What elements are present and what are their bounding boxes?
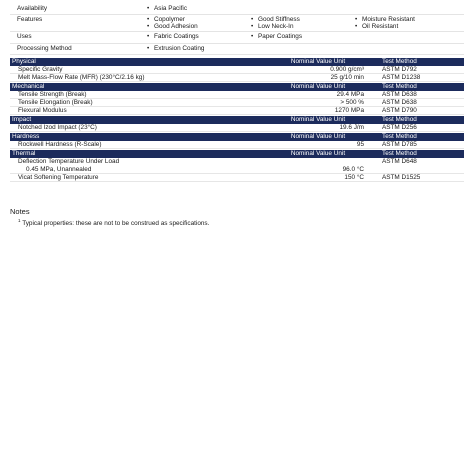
column-header-value: Nominal Value Unit [290,115,346,123]
property-name: Tensile Strength (Break) [18,90,87,98]
properties-table [10,57,464,182]
property-value: 19.6 J/m [339,124,364,131]
info-column [251,33,355,40]
property-value: 29.4 MPa [336,90,364,98]
column-header-method: Test Method [382,57,417,65]
property-name: Tensile Elongation (Break) [18,98,93,106]
note-item [10,218,209,227]
note-marker: 1 [18,218,21,223]
section-header-hardness [10,133,464,141]
info-row [10,32,464,43]
bullet-item: • Copolymer [147,16,251,23]
bullet-item: • Fabric Coatings [147,33,251,40]
test-method: ASTM D790 [382,107,417,115]
property-name: 0.45 MPa, Unannealed [26,165,92,173]
column-header-value: Nominal Value Unit [290,82,346,90]
info-label: Features [17,16,43,24]
bullet-item: • Good Stiffness [251,16,355,23]
property-row [10,99,464,107]
info-column [147,45,251,52]
test-method: ASTM D638 [382,98,417,106]
property-value: 25 g/10 min [330,73,364,81]
notes-list [10,218,209,227]
property-value: 1270 MPa [334,107,364,115]
section-header-mechanical [10,83,464,91]
info-row [10,15,464,32]
property-value: > 500 % [340,98,364,106]
info-label: Processing Method [17,44,72,52]
info-values [147,33,464,40]
property-value: 96.0 °C [342,165,364,173]
property-row [10,74,464,82]
property-row [10,91,464,99]
section-header-physical [10,58,464,66]
property-value: 150 °C [344,174,364,182]
info-values [147,16,464,30]
section-header-impact [10,116,464,124]
test-method: ASTM D648 [382,157,417,165]
test-method: ASTM D785 [382,140,417,148]
section-header-thermal [10,150,464,158]
bullet-item: • Good Adhesion [147,23,251,30]
property-name: Notched Izod Impact (23°C) [18,124,97,131]
property-name: Flexural Modulus [18,107,67,115]
info-values [147,45,464,52]
test-method: ASTM D1238 [382,73,421,81]
test-method [378,166,464,173]
property-value [258,158,378,166]
test-method: ASTM D1525 [382,174,421,182]
column-header-method: Test Method [382,82,417,90]
property-row [10,107,464,115]
info-values [147,5,464,12]
section-name: Mechanical [12,82,45,90]
notes-title: Notes [10,207,30,216]
info-column [147,5,251,12]
bullet-item: • Low Neck-In [251,23,355,30]
section-name: Hardness [12,132,40,140]
property-name: Rockwell Hardness (R-Scale) [18,140,102,148]
bullet-item: • Oil Resistant [355,23,459,30]
column-header-method: Test Method [382,132,417,140]
section-name: Impact [12,115,32,123]
column-header-method: Test Method [382,115,417,123]
general-info-table [10,4,464,55]
info-column [147,33,251,40]
property-name: Vicat Softening Temperature [18,174,99,182]
property-row [10,166,464,174]
test-method: ASTM D792 [382,65,417,73]
property-row [10,66,464,74]
section-name: Physical [12,57,36,65]
info-column [251,16,355,30]
property-value: 95 [356,140,364,148]
property-name: Deflection Temperature Under Load [18,157,120,165]
column-header-method: Test Method [382,149,417,157]
property-name: Specific Gravity [18,65,63,73]
bullet-item: • Moisture Resistant [355,16,459,23]
property-value: 0.900 g/cm³ [330,65,364,73]
bullet-item: • Paper Coatings [251,33,355,40]
column-header-value: Nominal Value Unit [290,149,346,157]
info-row [10,44,464,55]
test-method: ASTM D256 [382,124,417,131]
property-name: Melt Mass-Flow Rate (MFR) (230°C/2.16 kg) [18,73,145,81]
info-column [355,16,459,30]
section-name: Thermal [12,149,36,157]
property-row [10,174,464,182]
notes-section [10,207,209,227]
property-row [10,124,464,132]
info-row [10,4,464,15]
property-row [10,141,464,149]
bullet-item: • Extrusion Coating [147,45,251,52]
info-column [147,16,251,30]
bullet-item: • Asia Pacific [147,5,251,12]
column-header-value: Nominal Value Unit [290,132,346,140]
property-row [10,158,464,166]
column-header-value: Nominal Value Unit [290,57,346,65]
info-label: Uses [17,33,32,41]
note-text: Typical properties: these are not to be construed as specifications. [22,220,210,228]
info-label: Availability [17,5,48,13]
test-method: ASTM D638 [382,90,417,98]
